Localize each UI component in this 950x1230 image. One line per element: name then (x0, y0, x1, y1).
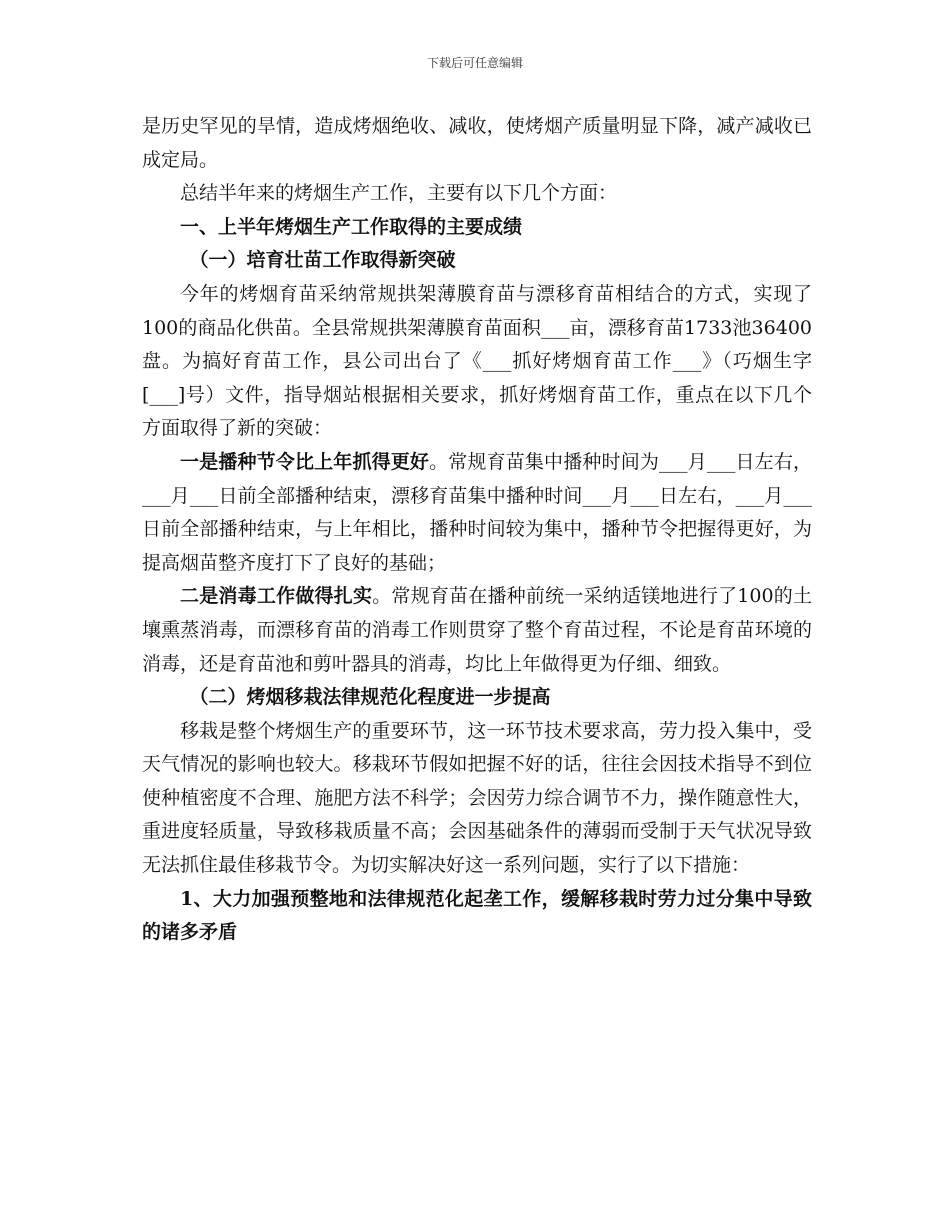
paragraph-summary-intro: 总结半年来的烤烟生产工作，主要有以下几个方面： (180, 182, 618, 205)
subsection-heading-transplanting: （二）烤烟移栽法律规范化程度进一步提高 (189, 686, 551, 709)
page-header: 下载后可任意编辑 (426, 56, 523, 70)
paragraph-seedling-method: 今年的烤烟育苗采纳常规拱架薄膜育苗与漂移育苗相结合的方式，实现了100的商品化供苗。全县常规拱架薄膜育苗面积___亩，漂移育苗1733池36400盘。为搞好育苗工作，县公司出台了《___抓好烤烟育苗工作___》（巧烟生字[___]号）文件，指导烟站根据相关要求，抓好烤烟育苗工作，重点在以下几个方面取得了新的突破： (142, 282, 812, 440)
paragraph-transplanting: 移栽是整个烤烟生产的重要环节，这一环节技术要求高，劳力投入集中，受天气情况的影响也较大。移栽环节假如把握不好的话，往往会因技术指导不到位使种植密度不合理、施肥方法不科学；会因劳力综合调节不力，操作随意性大，重进度轻质量，导致移栽质量不高；会因基础条件的薄弱而受制于天气状况导致无法抓住最佳移栽节令。为切实解决好这一系列问题，实行了以下措施： (142, 719, 812, 877)
disinfection-detail: 。常规育苗在播种前统一采纳适镁地进行了100的土壤熏蒸消毒，而漂移育苗的消毒工作则贯穿了整个育苗过程，不论是育苗环境的消毒，还是育苗池和剪叶器具的消毒，均比上年做得更为仔细、细致。 (142, 585, 812, 675)
paragraph-sowing-timing (142, 446, 812, 580)
section-heading-achievements: 一、上半年烤烟生产工作取得的主要成绩 (180, 215, 523, 238)
paragraph-drought: 是历史罕见的旱情，造成烤烟绝收、减收，使烤烟产质量明显下降，减产减收已成定局。 (142, 115, 812, 171)
sowing-detail: 。常规育苗集中播种时间为___月___日左右，___月___日前全部播种结束，漂移育苗集中播种时间___月___日左右，___月___日前全部播种结束，与上年相比，播种时间较为集中，播种节令把握得更好，为提高烟苗整齐度打下了良好的基础； (142, 450, 812, 574)
item-heading-land-preparation: 1、大力加强预整地和法律规范化起垄工作，缓解移栽时劳力过分集中导致的诸多矛盾 (142, 887, 812, 944)
disinfection-lead: 二是消毒工作做得扎实 (180, 585, 373, 608)
paragraph-disinfection (142, 580, 812, 681)
document-body (142, 110, 812, 950)
subsection-heading-seedlings: （一）培育壮苗工作取得新突破 (189, 249, 456, 272)
sowing-lead: 一是播种节令比上年抓得更好 (180, 450, 430, 473)
